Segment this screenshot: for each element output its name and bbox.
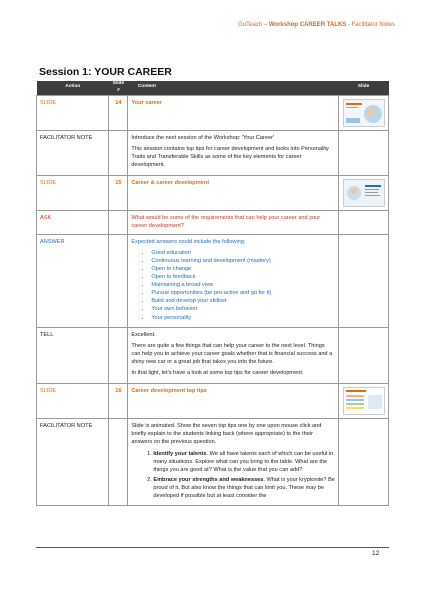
slide-cell — [339, 234, 389, 327]
answer-intro: Expected answers could include the following: — [131, 238, 246, 245]
page-number: 12 — [372, 550, 380, 557]
slide-cell — [339, 327, 389, 384]
slide-thumbnail — [343, 179, 385, 207]
list-item: • Open to feedback — [151, 273, 335, 281]
tell-paragraph: In that light, let's have a look at some top tips for career development. — [131, 370, 304, 377]
action-cell: TELL — [37, 327, 109, 384]
tip-text: . We all have talents each of which can be useful in many situations. Explore what can you bring to the table. What are the things you are good at? What is the value that you can add? — [153, 450, 334, 473]
table-row — [37, 234, 389, 327]
action-cell: ANSWER — [37, 234, 109, 327]
list-item: • Build and develop your skillset — [151, 297, 335, 305]
slide-num-cell — [109, 130, 128, 175]
note-paragraph: This session contains top tips for career development and looks into Personality Traits and Transferable Skills as some of the key elements for career development. — [131, 146, 329, 169]
slide-cell — [339, 384, 389, 419]
slide-num-cell: 15 — [109, 176, 128, 211]
list-item — [153, 450, 335, 474]
action-cell: FACILITATOR NOTE — [37, 419, 109, 506]
header-prefix: GoTeach – — [238, 22, 269, 28]
slide-cell — [339, 211, 389, 234]
action-cell: SLIDE — [37, 176, 109, 211]
slide-num-cell: 14 — [109, 95, 128, 130]
page-header — [238, 22, 395, 28]
tip-text: . What is your kryptonite? Be proud of it. But also know the things that can limit you. These may be developed if possible but at least consider the — [153, 476, 335, 500]
header-suffix: - Facilitator Notes — [346, 22, 395, 28]
table-header-row — [37, 81, 389, 95]
slide-thumbnail-image — [344, 388, 384, 414]
list-item: • Your own behavior — [151, 305, 335, 313]
tip-title: Embrace your strengths and weaknesses — [153, 476, 264, 483]
content-cell: Career development top tips — [128, 384, 339, 419]
slide-thumbnail — [343, 387, 385, 415]
list-item: • Good education — [151, 249, 335, 257]
slide-cell — [339, 130, 389, 175]
tell-paragraph: There are quite a few things that can help your career to the next level. Things can help you to achieve your career goals whether that is financial success and a shiny new car or a great job that takes you into the future. — [131, 342, 333, 365]
action-cell: SLIDE — [37, 384, 109, 419]
list-item: • Pursue opportunities (be pro-active and go for it) — [151, 289, 335, 297]
note-paragraph: Slide is animated. Show the seven top tips one by one upon mouse click and briefly explain to the students linking back (where appropriate) to the their answers on the previous question. — [131, 423, 322, 446]
list-item: • Maintaining a broad view — [151, 281, 335, 289]
table-row — [37, 419, 389, 506]
slide-thumbnail-image — [344, 100, 384, 126]
action-cell: ASK — [37, 211, 109, 234]
col-content: Content — [128, 81, 339, 95]
col-slide: Slide — [339, 81, 389, 95]
content-cell — [128, 130, 339, 175]
table-row — [37, 130, 389, 175]
slide-cell — [339, 176, 389, 211]
slide-cell — [339, 419, 389, 506]
table-row — [37, 327, 389, 384]
note-paragraph: Introduce the next session of the Workshop: 'Your Career' — [131, 134, 275, 141]
answer-list — [131, 249, 335, 322]
table-row — [37, 384, 389, 419]
content-cell: Your career — [128, 95, 339, 130]
facilitator-table — [36, 81, 389, 506]
content-cell: What would be some of the requirements that can help your career and your career development? — [128, 211, 339, 234]
table-row — [37, 211, 389, 234]
slide-num-cell — [109, 327, 128, 384]
footer-divider — [36, 547, 389, 548]
page-bottom-mask — [0, 540, 423, 598]
table-row — [37, 95, 389, 130]
table-row — [37, 176, 389, 211]
action-cell: SLIDE — [37, 95, 109, 130]
slide-thumbnail-image — [344, 180, 384, 206]
session-title: Session 1: YOUR CAREER — [39, 66, 172, 78]
content-cell — [128, 234, 339, 327]
tell-paragraph: Excellent. — [131, 331, 156, 338]
list-item — [153, 476, 335, 500]
slide-num-cell — [109, 419, 128, 506]
col-slide-num: Slide # — [109, 81, 128, 95]
slide-num-cell — [109, 234, 128, 327]
header-bold: Workshop CAREER TALKS — [268, 22, 347, 28]
content-cell — [128, 419, 339, 506]
tip-title: Identify your talents — [153, 450, 207, 457]
action-cell: FACILITATOR NOTE — [37, 130, 109, 175]
slide-num-cell — [109, 211, 128, 234]
list-item: • Your personality — [151, 314, 335, 322]
content-cell — [128, 327, 339, 384]
list-item: • Open to change — [151, 265, 335, 273]
slide-num-cell: 16 — [109, 384, 128, 419]
content-cell: Career & career development — [128, 176, 339, 211]
list-item: • Continuous learning and development (mastery) — [151, 257, 335, 265]
col-action: Action — [37, 81, 109, 95]
tips-list — [131, 450, 335, 501]
slide-thumbnail — [343, 99, 385, 127]
slide-cell — [339, 95, 389, 130]
